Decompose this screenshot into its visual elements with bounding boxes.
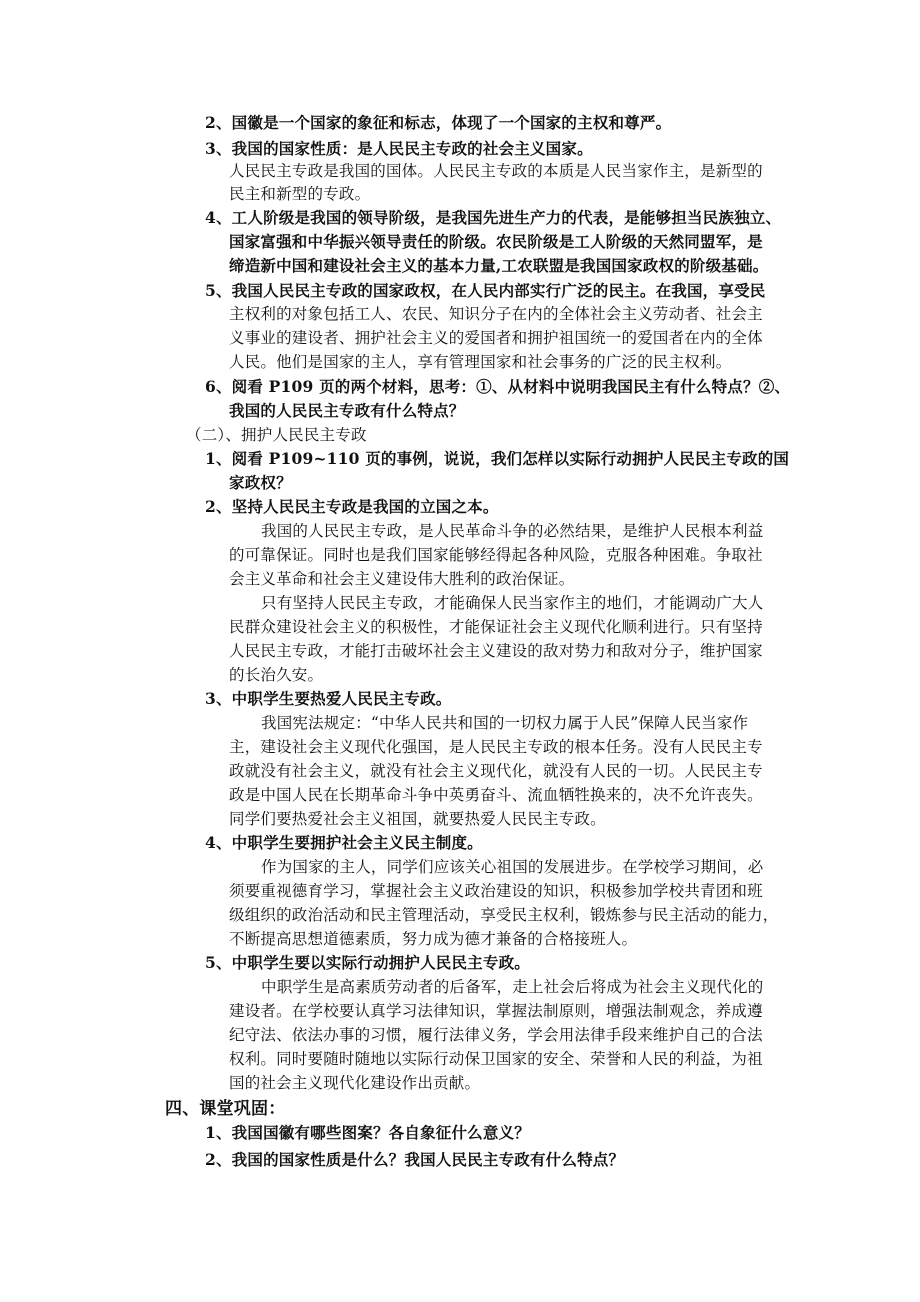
text-line: 只有坚持人民民主专政，才能确保人民当家作主的地们，才能调动广大人 (261, 594, 764, 612)
text-line: 3、中职学生要热爱人民民主专政。 (205, 689, 452, 708)
text-line: 2、国徽是一个国家的象征和标志，体现了一个国家的主权和尊严。 (205, 113, 672, 132)
section-heading: 四、课堂巩固： (165, 1099, 286, 1119)
text-line: 5、我国人民民主专政的国家政权，在人民内部实行广泛的民主。在我国，享受民 (205, 281, 766, 300)
text-line: 2、坚持人民民主专政是我国的立国之本。 (205, 497, 499, 516)
text-line: 人民。他们是国家的主人，享有管理国家和社会事务的广泛的民主权利。 (229, 353, 732, 371)
text-line: 国家富强和中华振兴领导责任的阶级。农民阶级是工人阶级的天然同盟军，是 (229, 232, 763, 251)
text-line: 3、我国的国家性质：是人民民主专政的社会主义国家。 (205, 139, 593, 158)
text-line: 5、中职学生要以实际行动拥护人民民主专政。 (205, 953, 530, 972)
text-line: 同学们要热爱社会主义祖国，就要热爱人民民主专政。 (229, 810, 606, 828)
text-line: 建设者。在学校要认真学习法律知识，掌握法制原则，增强法制观念，养成遵 (229, 1002, 763, 1020)
text-line: 纪守法、依法办事的习惯，履行法律义务，学会用法律手段来维护自己的合法 (229, 1026, 763, 1044)
text-line: （二）、拥护人民民主专政 (186, 426, 367, 444)
text-line: 我国的人民民主专政有什么特点？ (229, 401, 465, 420)
text-line: 人民民主专政，才能打击破坏社会主义建设的敌对势力和敌对分子，维护国家 (229, 642, 763, 660)
text-line: 4、工人阶级是我国的领导阶级，是我国先进生产力的代表，是能够担当民族独立、 (205, 208, 782, 227)
text-line: 不断提高思想道德素质，努力成为德才兼备的合格接班人。 (229, 930, 638, 948)
text-line: 主，建设社会主义现代化强国，是人民民主专政的根本任务。没有人民民主专 (229, 738, 763, 756)
text-line: 中职学生是高素质劳动者的后备军，走上社会后将成为社会主义现代化的 (261, 978, 764, 996)
text-line: 4、中职学生要拥护社会主义民主制度。 (205, 833, 483, 852)
text-line: 的可靠保证。同时也是我们国家能够经得起各种风险，克服各种困难。争取社 (229, 546, 763, 564)
text-line: 会主义革命和社会主义建设伟大胜利的政治保证。 (229, 570, 575, 588)
text-line: 级组织的政治活动和民主管理活动，享受民主权利，锻炼参与民主活动的能力， (229, 906, 779, 924)
text-line: 1、我国国徽有哪些图案？各自象征什么意义？ (205, 1123, 530, 1142)
text-line: 权利。同时要随时随地以实际行动保卫国家的安全、荣誉和人民的利益，为祖 (229, 1050, 763, 1068)
text-line: 家政权？ (229, 473, 292, 492)
text-line: 作为国家的主人，同学们应该关心祖国的发展进步。在学校学习期间，必 (261, 858, 764, 876)
text-line: 主权利的对象包括工人、农民、知识分子在内的全体社会主义劳动者、社会主 (229, 305, 763, 323)
text-line: 缔造新中国和建设社会主义的基本力量,工农联盟是我国国家政权的阶级基础。 (229, 256, 769, 275)
text-line: 6、阅看 P109 页的两个材料，思考：①、从材料中说明我国民主有什么特点？②、 (205, 377, 791, 396)
text-line: 义事业的建设者、拥护社会主义的爱国者和拥护祖国统一的爱国者在内的全体 (229, 329, 763, 347)
text-line: 人民民主专政是我国的国体。人民民主专政的本质是人民当家作主，是新型的 (229, 162, 763, 180)
text-line: 1、阅看 P109~110 页的事例，说说，我们怎样以实际行动拥护人民民主专政的国 (205, 449, 790, 468)
text-line: 的长治久安。 (229, 666, 324, 684)
text-line: 须要重视德育学习，掌握社会主义政治建设的知识，积极参加学校共青团和班 (229, 882, 763, 900)
text-line: 政是中国人民在长期革命斗争中英勇奋斗、流血牺牲换来的，决不允许丧失。 (229, 786, 763, 804)
text-line: 国的社会主义现代化建设作出贡献。 (229, 1074, 481, 1092)
text-line: 我国的人民民主专政，是人民革命斗争的必然结果，是维护人民根本利益 (261, 522, 764, 540)
text-line: 政就没有社会主义，就没有社会主义现代化，就没有人民的一切。人民民主专 (229, 762, 763, 780)
text-line: 民群众建设社会主义的积极性，才能保证社会主义现代化顺利进行。只有坚持 (229, 618, 763, 636)
text-line: 我国宪法规定：“中华人民共和国的一切权力属于人民”保障人民当家作 (261, 714, 749, 732)
text-line: 2、我国的国家性质是什么？我国人民民主专政有什么特点？ (205, 1150, 625, 1169)
text-line: 民主和新型的专政。 (229, 185, 371, 203)
